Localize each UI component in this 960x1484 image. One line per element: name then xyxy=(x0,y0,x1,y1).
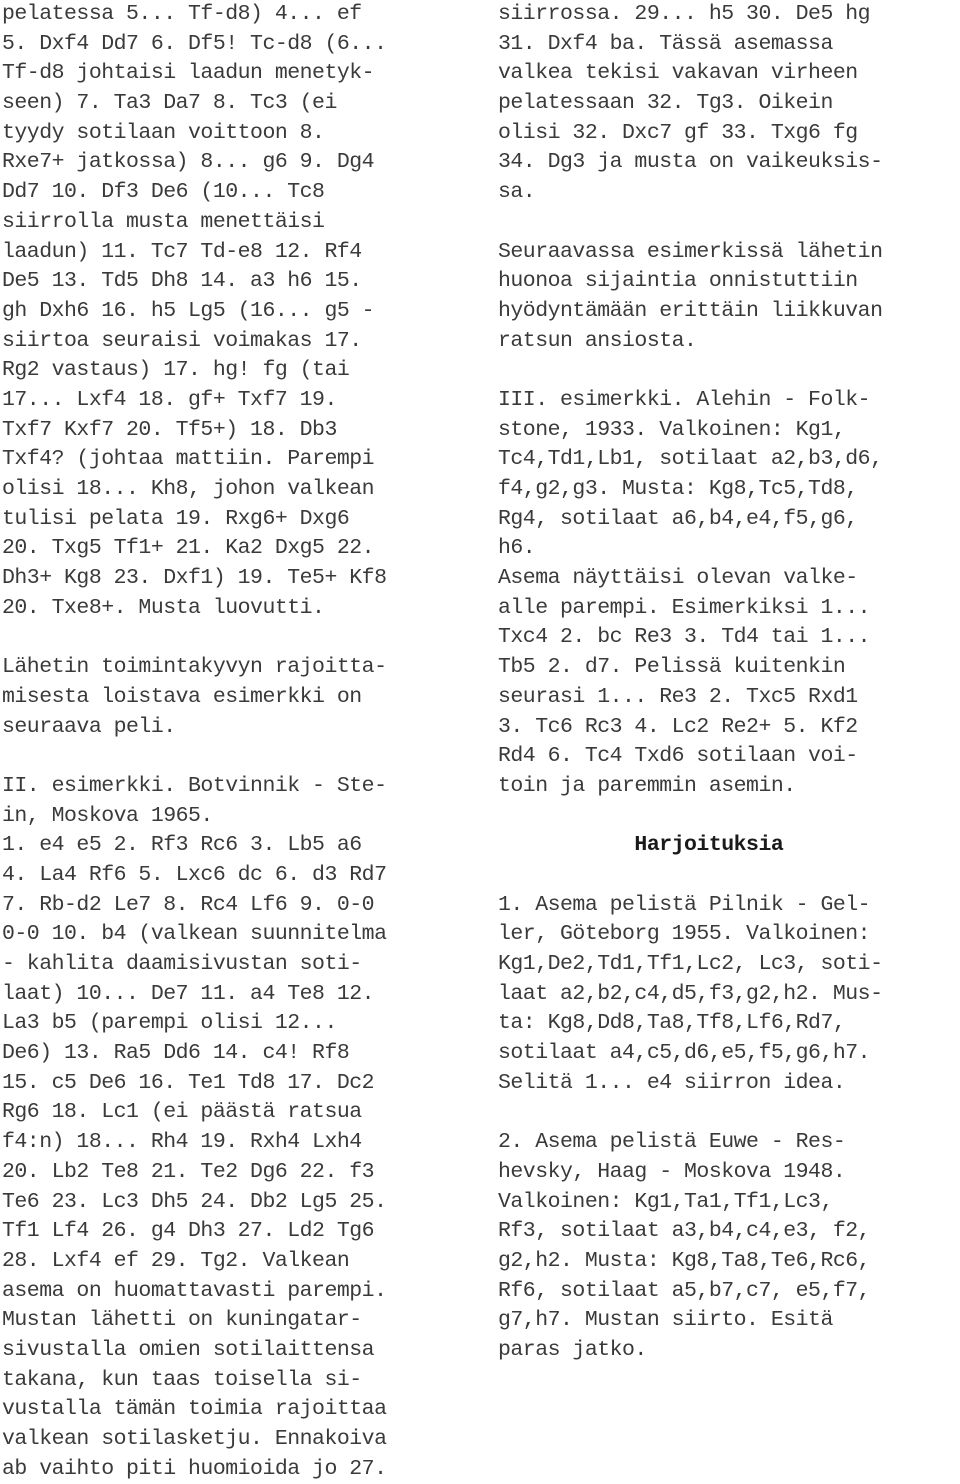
text-line: Te6 23. Lc3 Dh5 24. Db2 Lg5 25. xyxy=(2,1189,387,1214)
text-line: Tf1 Lf4 26. g4 Dh3 27. Ld2 Tg6 xyxy=(2,1219,375,1244)
text-line: valkea tekisi vakavan virheen xyxy=(498,61,858,86)
text-line: Dd7 10. Df3 De6 (10... Tc8 xyxy=(2,180,325,205)
text-line: siirrolla musta menettäisi xyxy=(2,209,325,234)
text-line: Rg4, sotilaat a6,b4,e4,f5,g6, xyxy=(498,506,858,531)
text-line: hevsky, Haag - Moskova 1948. xyxy=(498,1159,846,1184)
text-line: takana, kun taas toisella si- xyxy=(2,1367,362,1392)
text-line: g7,h7. Mustan siirto. Esitä xyxy=(498,1308,833,1333)
text-line: seurasi 1... Re3 2. Txc5 Rxd1 xyxy=(498,684,858,709)
text-line: Rg2 vastaus) 17. hg! fg (tai xyxy=(2,358,350,383)
text-line: f4,g2,g3. Musta: Kg8,Tc5,Td8, xyxy=(498,477,858,501)
text-line: 17... Lxf4 18. gf+ Txf7 19. xyxy=(2,387,337,412)
text-line: Mustan lähetti on kuningatar- xyxy=(2,1308,362,1333)
text-line: laat) 10... De7 11. a4 Te8 12. xyxy=(2,981,375,1006)
text-line: 28. Lxf4 ef 29. Tg2. Valkean xyxy=(2,1248,350,1273)
text-line: Lähetin toimintakyvyn rajoitta- xyxy=(2,655,387,680)
text-line: Txf4? (johtaa mattiin. Parempi xyxy=(2,447,375,472)
left-column xyxy=(2,0,472,1484)
text-line: 1. e4 e5 2. Rf3 Rc6 3. Lb5 a6 xyxy=(2,833,362,858)
text-line: siirrossa. 29... h5 30. De5 hg xyxy=(498,2,871,26)
blank-line xyxy=(498,356,960,386)
text-line: - kahlita daamisivustan soti- xyxy=(2,952,362,976)
text-line: gh Dxh6 16. h5 Lg5 (16... g5 - xyxy=(2,298,375,323)
text-line: Rxe7+ jatkossa) 8... g6 9. Dg4 xyxy=(2,150,375,175)
text-line: seen) 7. Ta3 Da7 8. Tc3 (ei xyxy=(2,91,337,116)
text-line: sivustalla omien sotilaittensa xyxy=(2,1337,375,1362)
text-line: III. esimerkki. Alehin - Folk- xyxy=(498,387,871,412)
text-line: Tb5 2. d7. Pelissä kuitenkin xyxy=(498,655,846,680)
text-line: pelatessaan 32. Tg3. Oikein xyxy=(498,91,833,116)
text-line: vustalla tämän toimia rajoittaa xyxy=(2,1397,387,1422)
text-line: huonoa sijaintia onnistuttiin xyxy=(498,269,858,294)
blank-line xyxy=(498,802,960,832)
text-line: olisi 32. Dxc7 gf 33. Txg6 fg xyxy=(498,120,858,145)
text-line: misesta loistava esimerkki on xyxy=(2,684,362,709)
text-line: tyydy sotilaan voittoon 8. xyxy=(2,120,325,145)
text-line: paras jatko. xyxy=(498,1337,647,1362)
text-line: Rf3, sotilaat a3,b4,c4,e3, f2, xyxy=(498,1219,871,1244)
blank-line xyxy=(498,861,960,891)
text-line: 20. Txe8+. Musta luovutti. xyxy=(2,595,325,620)
section-heading: Harjoituksia xyxy=(498,833,784,858)
text-line: Rg6 18. Lc1 (ei päästä ratsua xyxy=(2,1100,362,1125)
text-line: De5 13. Td5 Dh8 14. a3 h6 15. xyxy=(2,269,362,294)
text-line: valkean sotilasketju. Ennakoiva xyxy=(2,1427,387,1451)
text-line: 7. Rb-d2 Le7 8. Rc4 Lf6 9. 0-0 xyxy=(2,892,375,917)
text-line: stone, 1933. Valkoinen: Kg1, xyxy=(498,417,846,442)
blank-line xyxy=(2,742,472,772)
text-line: sa. xyxy=(498,180,536,205)
text-line: 2. Asema pelistä Euwe - Res- xyxy=(498,1130,846,1155)
text-line: Selitä 1... e4 siirron idea. xyxy=(498,1070,846,1095)
text-line: ta: Kg8,Dd8,Ta8,Tf8,Lf6,Rd7, xyxy=(498,1011,846,1036)
text-line: 3. Tc6 Rc3 4. Lc2 Re2+ 5. Kf2 xyxy=(498,714,858,739)
text-line: Valkoinen: Kg1,Ta1,Tf1,Lc3, xyxy=(498,1189,833,1214)
text-line: olisi 18... Kh8, johon valkean xyxy=(2,477,375,501)
text-line: De6) 13. Ra5 Dd6 14. c4! Rf8 xyxy=(2,1041,350,1066)
text-line: laat a2,b2,c4,d5,f3,g2,h2. Mus- xyxy=(498,981,883,1006)
text-line: 31. Dxf4 ba. Tässä asemassa xyxy=(498,31,833,56)
text-line: tulisi pelata 19. Rxg6+ Dxg6 xyxy=(2,506,350,531)
text-line: 5. Dxf4 Dd7 6. Df5! Tc-d8 (6... xyxy=(2,31,387,56)
text-line: Kg1,De2,Td1,Tf1,Lc2, Lc3, soti- xyxy=(498,952,883,976)
blank-line xyxy=(498,208,960,238)
text-line: h6. xyxy=(498,536,536,561)
text-line: sotilaat a4,c5,d6,e5,f5,g6,h7. xyxy=(498,1041,871,1066)
text-line: ab vaihto piti huomioida jo 27. xyxy=(2,1456,387,1481)
text-line: 34. Dg3 ja musta on vaikeuksis- xyxy=(498,150,883,175)
text-line: asema on huomattavasti parempi. xyxy=(2,1278,387,1303)
text-line: Txc4 2. bc Re3 3. Td4 tai 1... xyxy=(498,625,871,650)
text-line: Dh3+ Kg8 23. Dxf1) 19. Te5+ Kf8 xyxy=(2,566,387,591)
text-line: 15. c5 De6 16. Te1 Td8 17. Dc2 xyxy=(2,1070,375,1095)
text-line: alle parempi. Esimerkiksi 1... xyxy=(498,595,871,620)
text-line: Seuraavassa esimerkissä lähetin xyxy=(498,239,883,264)
text-line: ler, Göteborg 1955. Valkoinen: xyxy=(498,922,871,947)
blank-line xyxy=(498,1098,960,1128)
text-line: 4. La4 Rf6 5. Lxc6 dc 6. d3 Rd7 xyxy=(2,862,387,887)
text-line: toin ja paremmin asemin. xyxy=(498,773,796,798)
text-line: siirtoa seuraisi voimakas 17. xyxy=(2,328,362,353)
text-line: ratsun ansiosta. xyxy=(498,328,697,353)
text-line: f4:n) 18... Rh4 19. Rxh4 Lxh4 xyxy=(2,1130,362,1155)
text-line: in, Moskova 1965. xyxy=(2,803,213,828)
text-line: 20. Lb2 Te8 21. Te2 Dg6 22. f3 xyxy=(2,1159,375,1184)
text-line: hyödyntämään erittäin liikkuvan xyxy=(498,298,883,323)
text-line: Rd4 6. Tc4 Txd6 sotilaan voi- xyxy=(498,744,858,769)
text-line: 1. Asema pelistä Pilnik - Gel- xyxy=(498,892,871,917)
text-line: Tc4,Td1,Lb1, sotilaat a2,b3,d6, xyxy=(498,447,883,472)
text-line: Tf-d8 johtaisi laadun menetyk- xyxy=(2,61,375,86)
text-line: II. esimerkki. Botvinnik - Ste- xyxy=(2,773,387,798)
text-line: Asema näyttäisi olevan valke- xyxy=(498,566,858,591)
text-line: Rf6, sotilaat a5,b7,c7, e5,f7, xyxy=(498,1278,871,1303)
text-line: Txf7 Kxf7 20. Tf5+) 18. Db3 xyxy=(2,417,337,442)
text-line: pelatessa 5... Tf-d8) 4... ef xyxy=(2,2,362,26)
text-line: laadun) 11. Tc7 Td-e8 12. Rf4 xyxy=(2,239,362,264)
text-line: La3 b5 (parempi olisi 12... xyxy=(2,1011,337,1036)
blank-line xyxy=(2,623,472,653)
text-line: g2,h2. Musta: Kg8,Ta8,Te6,Rc6, xyxy=(498,1248,871,1273)
text-line: 0-0 10. b4 (valkean suunnitelma xyxy=(2,922,387,947)
right-column xyxy=(498,0,960,1366)
text-line: 20. Txg5 Tf1+ 21. Ka2 Dxg5 22. xyxy=(2,536,375,561)
text-line: seuraava peli. xyxy=(2,714,176,739)
